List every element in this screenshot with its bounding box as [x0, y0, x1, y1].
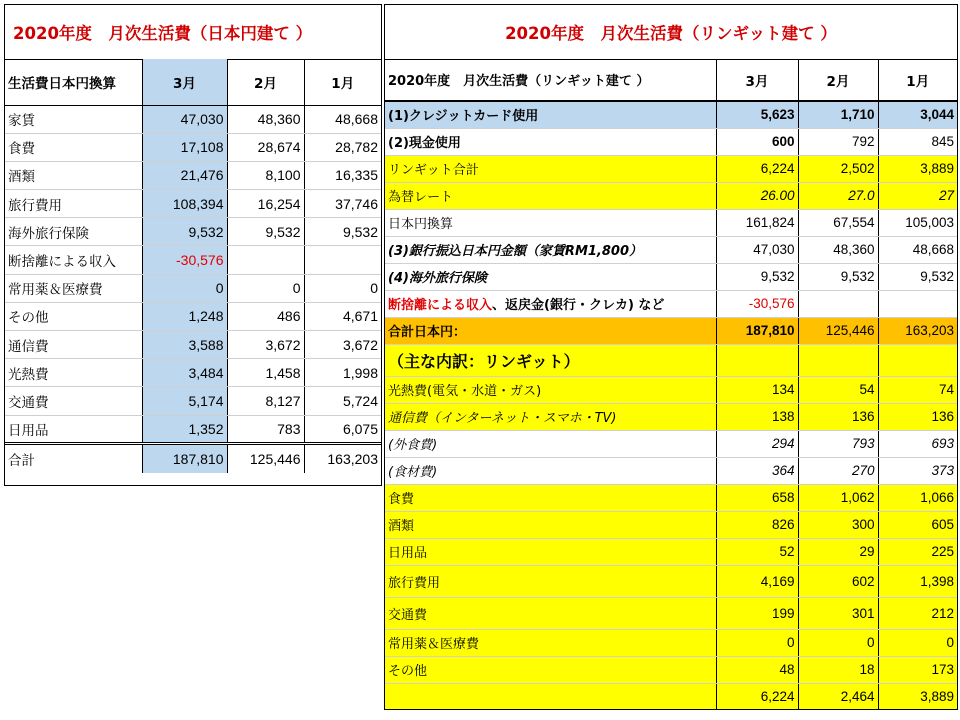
table-row — [5, 274, 381, 302]
cell-march: 0 — [716, 629, 798, 656]
cell-january: 3,044 — [878, 101, 957, 128]
cell-february: 300 — [798, 511, 878, 538]
cell-january: 16,335 — [304, 161, 381, 189]
row-label: 常用薬＆医療費 — [385, 629, 716, 656]
ringgit-total-row — [385, 155, 957, 182]
table-row — [5, 387, 381, 415]
cell-january: 136 — [878, 403, 957, 430]
row-label: 酒類 — [385, 511, 716, 538]
row-label: 為替レート — [385, 182, 716, 209]
row-label: その他 — [5, 302, 142, 330]
cell-january: 605 — [878, 511, 957, 538]
cell-february: 270 — [798, 457, 878, 484]
cell-january: 28,782 — [304, 133, 381, 161]
food-row — [385, 484, 957, 511]
row-label — [385, 683, 716, 709]
row-label: (4)海外旅行保険 — [385, 263, 716, 290]
cell-january: 3,672 — [304, 331, 381, 359]
transport-row — [385, 597, 957, 629]
cell-march: 199 — [716, 597, 798, 629]
cell-march: 364 — [716, 457, 798, 484]
exchange-rate-row — [385, 182, 957, 209]
cell-february — [798, 290, 878, 317]
daily-goods-row — [385, 538, 957, 565]
cell-january: 3,889 — [878, 155, 957, 182]
table-row — [5, 246, 381, 274]
cell-february: 301 — [798, 597, 878, 629]
cell-january: 173 — [878, 656, 957, 683]
myr-expense-table — [385, 59, 957, 709]
cell-february: 8,127 — [227, 387, 304, 415]
medical-row — [385, 629, 957, 656]
table-row — [5, 105, 381, 133]
telecom-row — [385, 403, 957, 430]
eating-out-row — [385, 430, 957, 457]
header-march: 3月 — [142, 59, 227, 105]
cell-march: 3,588 — [142, 331, 227, 359]
table-row — [5, 302, 381, 330]
cell-february: 793 — [798, 430, 878, 457]
table-row — [5, 190, 381, 218]
jpy-expense-panel — [4, 4, 382, 486]
credit-card-row — [385, 101, 957, 128]
cell-january — [878, 290, 957, 317]
cell-january — [304, 246, 381, 274]
table-row — [5, 359, 381, 387]
row-label: 酒類 — [5, 161, 142, 189]
row-label: 海外旅行保険 — [5, 218, 142, 246]
cell-january: 6,075 — [342, 420, 378, 437]
total-march: 187,810 — [142, 443, 227, 473]
jpy-conversion-row — [385, 209, 957, 236]
cell-february: 9,532 — [798, 263, 878, 290]
utilities-row — [385, 376, 957, 403]
row-label: 断捨離による収入 — [5, 246, 142, 274]
cell-february: 1,062 — [798, 484, 878, 511]
row-label: 通信費 — [5, 331, 142, 359]
cell-january: 105,003 — [878, 209, 957, 236]
cell-february: 48,360 — [227, 105, 304, 133]
cell-march: 48 — [716, 656, 798, 683]
row-label: その他 — [385, 656, 716, 683]
total-february: 125,446 — [227, 443, 304, 473]
cell-january: 5,724 — [304, 387, 381, 415]
cell-march: 134 — [716, 376, 798, 403]
cell-march: 138 — [716, 403, 798, 430]
row-label: 通信費（インターネット・スマホ・TV) — [385, 403, 716, 430]
bank-transfer-row — [385, 236, 957, 263]
cell-march: 5,623 — [716, 101, 798, 128]
cell-january: 373 — [878, 457, 957, 484]
cell-january: 1,066 — [878, 484, 957, 511]
row-label: 食費 — [5, 133, 142, 161]
cell-february: 28,674 — [227, 133, 304, 161]
cell-march: 294 — [716, 430, 798, 457]
table-header-row — [5, 59, 381, 105]
cell-february: 48,360 — [798, 236, 878, 263]
cell-march: 9,532 — [716, 263, 798, 290]
cell-february: 8,100 — [227, 161, 304, 189]
row-label: 旅行費用 — [385, 565, 716, 597]
row-label: 日本円換算 — [385, 209, 716, 236]
table-row — [5, 331, 381, 359]
cell-february: 0 — [227, 274, 304, 302]
travel-row — [385, 565, 957, 597]
header-january: 1月 — [304, 59, 381, 105]
row-label: (食材費) — [385, 457, 716, 484]
cell-february: 29 — [798, 538, 878, 565]
cell-march: 4,169 — [716, 565, 798, 597]
row-label: 交通費 — [5, 387, 142, 415]
cell-february: 18 — [798, 656, 878, 683]
decluttering-label: 断捨離による収入 — [388, 298, 493, 313]
cell-march: 161,824 — [716, 209, 798, 236]
cell-march: 826 — [716, 511, 798, 538]
row-label: 日用品 — [385, 538, 716, 565]
total-january: 163,203 — [304, 443, 381, 473]
decluttering-income-row — [385, 290, 957, 317]
header-february: 2月 — [227, 59, 304, 105]
cell-march: 3,484 — [142, 359, 227, 387]
cell-january: 27 — [878, 182, 957, 209]
cell-march: 6,224 — [716, 155, 798, 182]
header-march: 3月 — [716, 59, 798, 101]
cell-february: 486 — [227, 302, 304, 330]
breakdown-section-row — [385, 344, 957, 376]
cell-march: 52 — [716, 538, 798, 565]
row-label: (外食費) — [385, 430, 716, 457]
row-label: 食費 — [385, 484, 716, 511]
cell-january: 74 — [878, 376, 957, 403]
table-row — [5, 133, 381, 161]
cell-february: 2,502 — [798, 155, 878, 182]
cell-march: 1,248 — [142, 302, 227, 330]
cell-january: 163,203 — [878, 317, 957, 344]
row-label: (1)クレジットカード使用 — [385, 101, 716, 128]
cell-february — [227, 246, 304, 274]
section-heading: （主な内訳：リンギット） — [385, 344, 716, 376]
cell-march: 6,224 — [716, 683, 798, 709]
cell-january: 225 — [878, 538, 957, 565]
final-total-row — [385, 683, 957, 709]
cell-march: 47,030 — [716, 236, 798, 263]
cell-february: 27.0 — [798, 182, 878, 209]
cell-january: 9,532 — [878, 263, 957, 290]
table-row — [5, 415, 381, 443]
cell-january: 9,532 — [304, 218, 381, 246]
cell-february: 54 — [798, 376, 878, 403]
cell-january: 48,668 — [304, 105, 381, 133]
cell-february: 783 — [227, 415, 304, 443]
cell-january: 693 — [878, 430, 957, 457]
refund-label: 、返戻金(銀行・クレカ) など — [492, 298, 665, 313]
myr-expense-panel — [384, 4, 958, 710]
row-label — [385, 290, 716, 317]
cell-february: 125,446 — [798, 317, 878, 344]
row-label: 光熱費(電気・水道・ガス) — [385, 376, 716, 403]
cell-january: 1,998 — [304, 359, 381, 387]
table-header-row — [385, 59, 957, 101]
cell-january: 0 — [304, 274, 381, 302]
header-january: 1月 — [878, 59, 957, 101]
total-row — [5, 443, 381, 473]
cell-march: 187,810 — [716, 317, 798, 344]
cell-february: 136 — [798, 403, 878, 430]
cell-january: 0 — [878, 629, 957, 656]
cell-january: 212 — [878, 597, 957, 629]
cash-row — [385, 128, 957, 155]
row-label: 常用薬＆医療費 — [5, 274, 142, 302]
row-label: リンギット合計 — [385, 155, 716, 182]
header-category: 生活費日本円換算 — [5, 59, 142, 105]
jpy-panel-title: 2020年度 月次生活費（日本円建て ） — [5, 5, 381, 60]
row-label: (2)現金使用 — [385, 128, 716, 155]
cell-february: 792 — [798, 128, 878, 155]
cell-march: -30,576 — [716, 290, 798, 317]
cell-february: 0 — [798, 629, 878, 656]
cell-march: 47,030 — [142, 105, 227, 133]
row-label: 旅行費用 — [5, 190, 142, 218]
cell-february: 602 — [798, 565, 878, 597]
table-row — [5, 161, 381, 189]
cell-february: 2,464 — [798, 683, 878, 709]
cell-march: 0 — [142, 274, 227, 302]
myr-panel-title: 2020年度 月次生活費（リンギット建て ） — [385, 5, 957, 60]
row-label: 光熱費 — [5, 359, 142, 387]
cell-march: 1,352 — [142, 415, 227, 443]
cell-january: 4,671 — [304, 302, 381, 330]
cell-march: 108,394 — [142, 190, 227, 218]
jpy-expense-table — [5, 59, 381, 473]
cell-march: 600 — [716, 128, 798, 155]
grand-total-row — [385, 317, 957, 344]
cell-january: 48,668 — [878, 236, 957, 263]
cell-february: 3,672 — [227, 331, 304, 359]
total-label: 合計 — [5, 443, 142, 473]
cell-january: 3,889 — [878, 683, 957, 709]
cell-february: 9,532 — [227, 218, 304, 246]
row-label: 交通費 — [385, 597, 716, 629]
grocery-row — [385, 457, 957, 484]
cell-february: 1,458 — [227, 359, 304, 387]
other-row — [385, 656, 957, 683]
header-category: 2020年度 月次生活費（リンギット建て ） — [385, 59, 716, 101]
cell-march: -30,576 — [142, 246, 227, 274]
cell-march: 5,174 — [142, 387, 227, 415]
cell-january: 1,398 — [878, 565, 957, 597]
cell-march: 26.00 — [716, 182, 798, 209]
table-row — [5, 218, 381, 246]
cell-february: 67,554 — [798, 209, 878, 236]
cell-march: 17,108 — [142, 133, 227, 161]
cell-march: 21,476 — [142, 161, 227, 189]
row-label: 日用品 — [5, 415, 142, 443]
insurance-row — [385, 263, 957, 290]
cell-march: 658 — [716, 484, 798, 511]
cell-january: 37,746 — [304, 190, 381, 218]
row-label: 合計日本円： — [385, 317, 716, 344]
header-february: 2月 — [798, 59, 878, 101]
alcohol-row — [385, 511, 957, 538]
cell-february: 16,254 — [227, 190, 304, 218]
cell-february: 1,710 — [798, 101, 878, 128]
row-label: (3)銀行振込日本円金額（家賃RM1,800） — [385, 236, 716, 263]
row-label: 家賃 — [5, 105, 142, 133]
cell-january: 845 — [878, 128, 957, 155]
cell-march: 9,532 — [142, 218, 227, 246]
